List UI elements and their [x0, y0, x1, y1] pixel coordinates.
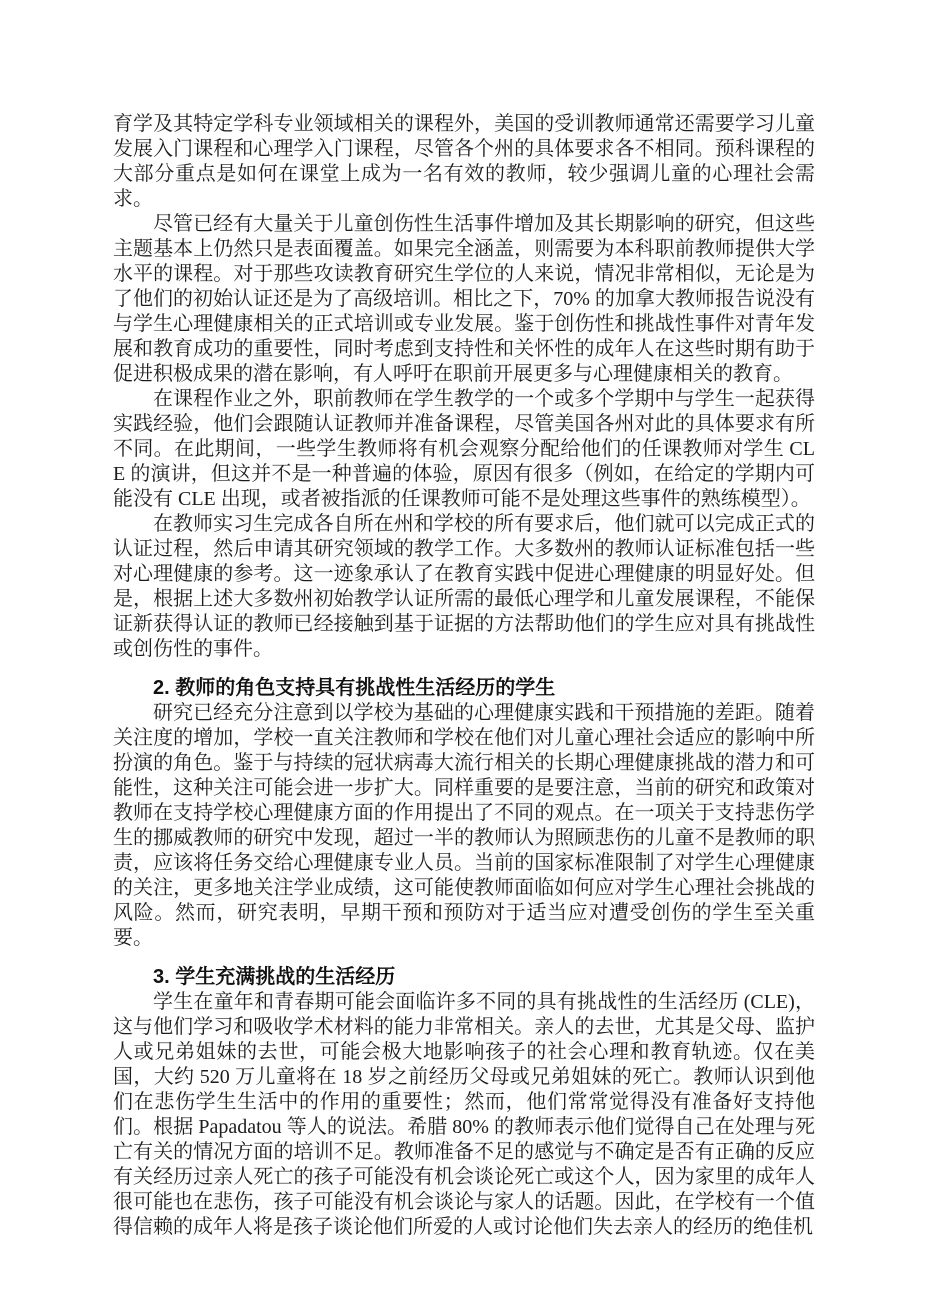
- paragraph: 在课程作业之外，职前教师在学生教学的一个或多个学期中与学生一起获得实践经验，他们会跟随认证教师并准备课程，尽管美国各州对此的具体要求有所不同。在此期间，一些学生教师将有机会观察分配给他们的任课教师对学生 CLE 的演讲，但这并不是一种普遍的体验，原因有很多（例如，在给定的学期内可能没有 CLE 出现，或者被指派的任课教师可能不是处理这些事件的熟练模型）。: [113, 388, 815, 510]
- paragraph: 研究已经充分注意到以学校为基础的心理健康实践和干预措施的差距。随着关注度的增加，学校一直关注教师和学校在他们对儿童心理社会适应的影响中所扮演的角色。鉴于与持续的冠状病毒大流行相关的长期心理健康挑战的潜力和可能性，这种关注可能会进一步扩大。同样重要的是要注意，当前的研究和政策对教师在支持学校心理健康方面的作用提出了不同的观点。在一项关于支持悲伤学生的挪威教师的研究中发现，超过一半的教师认为照顾悲伤的儿童不是教师的职责，应该将任务交给心理健康专业人员。当前的国家标准限制了对学生心理健康的关注，更多地关注学业成绩，这可能使教师面临如何应对学生心理社会挑战的风险。然而，研究表明，早期干预和预防对于适当应对遭受创伤的学生至关重要。: [113, 702, 815, 949]
- paragraph: 学生在童年和青春期可能会面临许多不同的具有挑战性的生活经历 (CLE)，这与他们学习和吸收学术材料的能力非常相关。亲人的去世，尤其是父母、监护人或兄弟姐妹的去世，可能会极大地影响孩子的社会心理和教育轨迹。仅在美国，大约 520 万儿童将在 18 岁之前经历父母或兄弟姐妹的死亡。教师认识到他们在悲伤学生生活中的作用的重要性；然而，他们常常觉得没有准备好支持他们。根据 Papadatou 等人的说法。希腊 80% 的教师表示他们觉得自己在处理与死亡有关的情况方面的培训不足。教师准备不足的感觉与不确定是否有正确的反应有关经历过亲人死亡的孩子可能没有机会谈论死亡或这个人，因为家里的成年人很可能也在悲伤，孩子可能没有机会谈论与家人的话题。因此，在学校有一个值得信赖的成年人将是孩子谈论他们所爱的人或讨论他们失去亲人的经历的绝佳机: [113, 991, 815, 1238]
- section-heading-2: 2. 教师的角色支持具有挑战性生活经历的学生: [153, 677, 556, 699]
- paragraph: 在教师实习生完成各自所在州和学校的所有要求后，他们就可以完成正式的认证过程，然后申请其研究领域的教学工作。大多数州的教师认证标准包括一些对心理健康的参考。这一迹象承认了在教育实践中促进心理健康的明显好处。但是，根据上述大多数州初始教学认证所需的最低心理学和儿童发展课程，不能保证新获得认证的教师已经接触到基于证据的方法帮助他们的学生应对具有挑战性或创伤性的事件。: [113, 513, 815, 660]
- section-heading-3: 3. 学生充满挑战的生活经历: [153, 966, 396, 988]
- paragraph: 尽管已经有大量关于儿童创伤性生活事件增加及其长期影响的研究，但这些主题基本上仍然只是表面覆盖。如果完全涵盖，则需要为本科职前教师提供大学水平的课程。对于那些攻读教育研究生学位的人来说，情况非常相似，无论是为了他们的初始认证还是为了高级培训。相比之下，70% 的加拿大教师报告说没有与学生心理健康相关的正式培训或专业发展。鉴于创伤性和挑战性事件对青年发展和教育成功的重要性，同时考虑到支持性和关怀性的成年人在这些时期有助于促进积极成果的潜在影响，有人呼吁在职前开展更多与心理健康相关的教育。: [113, 213, 815, 385]
- paragraph-continuation: 育学及其特定学科专业领域相关的课程外，美国的受训教师通常还需要学习儿童发展入门课程和心理学入门课程，尽管各个州的具体要求各不相同。预科课程的大部分重点是如何在课堂上成为一名有效的教师，较少强调儿童的心理社会需求。: [113, 113, 815, 210]
